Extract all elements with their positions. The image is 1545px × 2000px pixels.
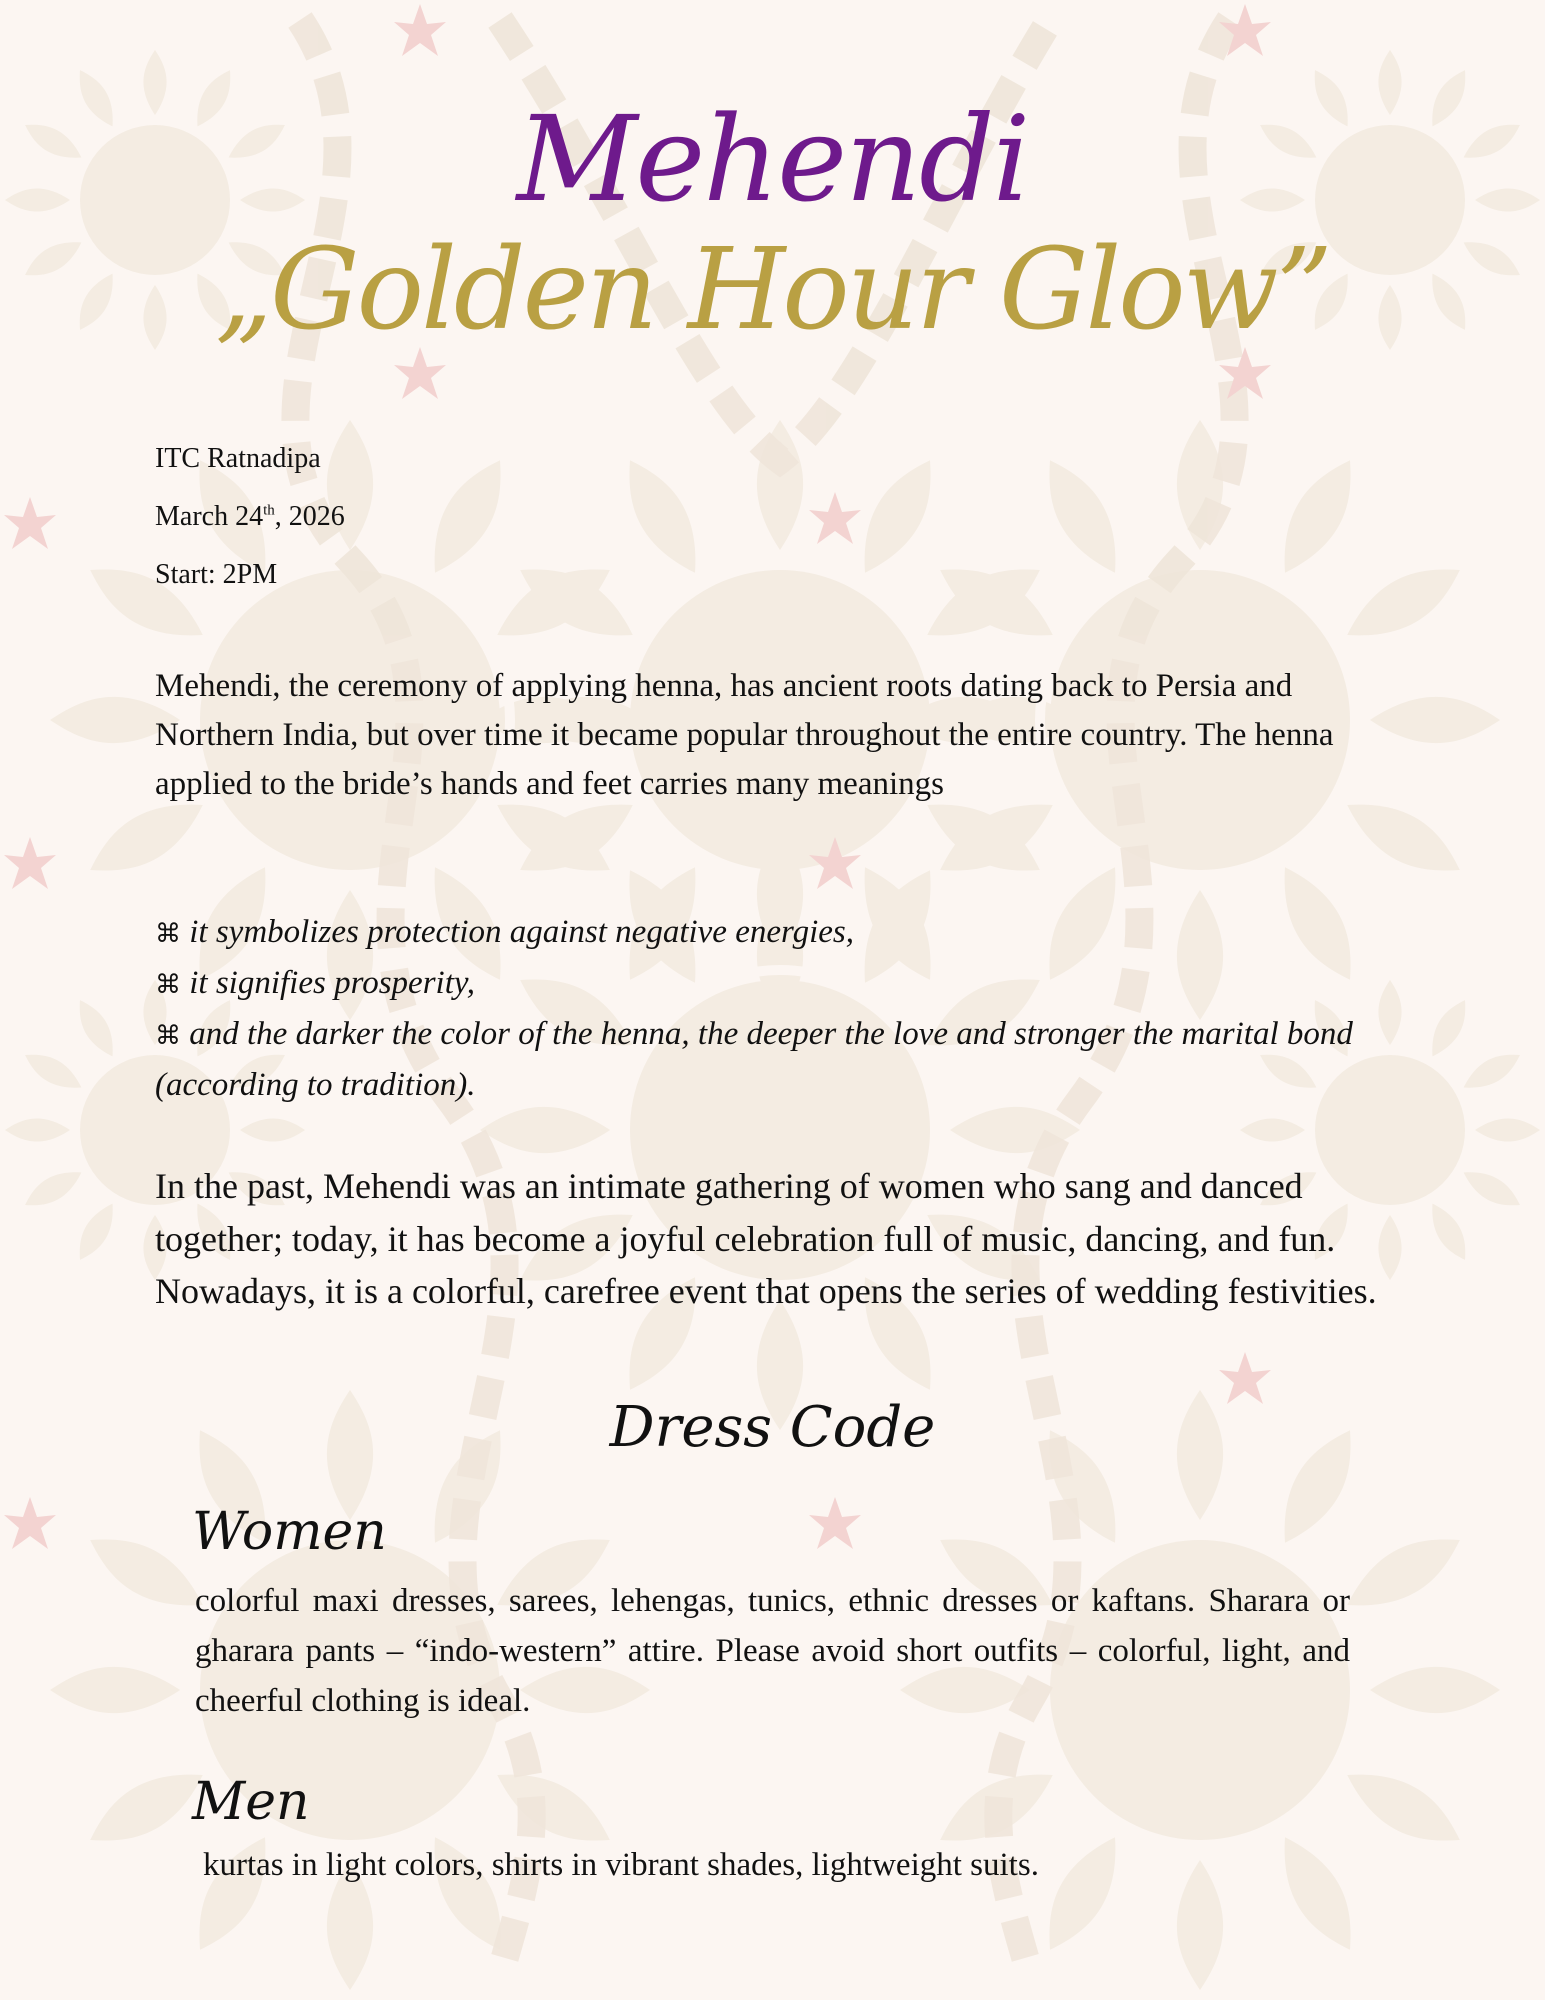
women-dress-code: colorful maxi dresses, sarees, lehengas, tunics, ethnic dresses or kaftans. Sharara or gharara pants – “indo-western” attire. Please avoid short outfits – colorful, light, and cheerful clothing is ideal. (195, 1583, 1350, 1719)
men-heading: Men (192, 1772, 310, 1832)
list-item (155, 908, 1395, 959)
bullet-text: it symbolizes protection against negative energies, (189, 914, 855, 950)
history-paragraph: In the past, Mehendi was an intimate gathering of women who sang and danced together; today, it has become a joyful celebration full of music, dancing, and fun. Nowadays, it is a colorful, carefree event that opens the series of wedding festivities. (155, 1166, 1377, 1311)
event-date (155, 501, 345, 533)
men-dress-code: kurtas in light colors, shirts in vibrant shades, lightweight suits. (203, 1847, 1039, 1883)
bullet-icon: ⌘ (155, 919, 181, 949)
bullet-icon: ⌘ (155, 1021, 181, 1051)
venue: ITC Ratnadipa (155, 443, 321, 474)
date-ordinal: th (263, 502, 275, 519)
dress-code-heading: Dress Code (609, 1395, 936, 1460)
list-item (155, 1010, 1395, 1110)
bullet-text: and the darker the color of the henna, the deeper the love and stronger the marital bond (according to tradition). (155, 1016, 1353, 1103)
page-title: Mehendi (516, 90, 1029, 228)
start-time: Start: 2PM (155, 559, 278, 590)
list-item (155, 959, 1395, 1010)
meanings-list (155, 908, 1395, 1110)
date-main: March 24 (155, 501, 264, 532)
bullet-text: it signifies prosperity, (189, 965, 475, 1001)
intro-paragraph: Mehendi, the ceremony of applying henna, has ancient roots dating back to Persia and Northern India, but over time it became popular throughout the entire country. The henna applied to the bride’s hands and feet carries many meanings (155, 668, 1334, 802)
event-theme-subtitle: „Golden Hour Glow” (215, 225, 1330, 355)
women-heading: Women (192, 1502, 387, 1562)
date-year: , 2026 (274, 501, 345, 532)
bullet-icon: ⌘ (155, 970, 181, 1000)
